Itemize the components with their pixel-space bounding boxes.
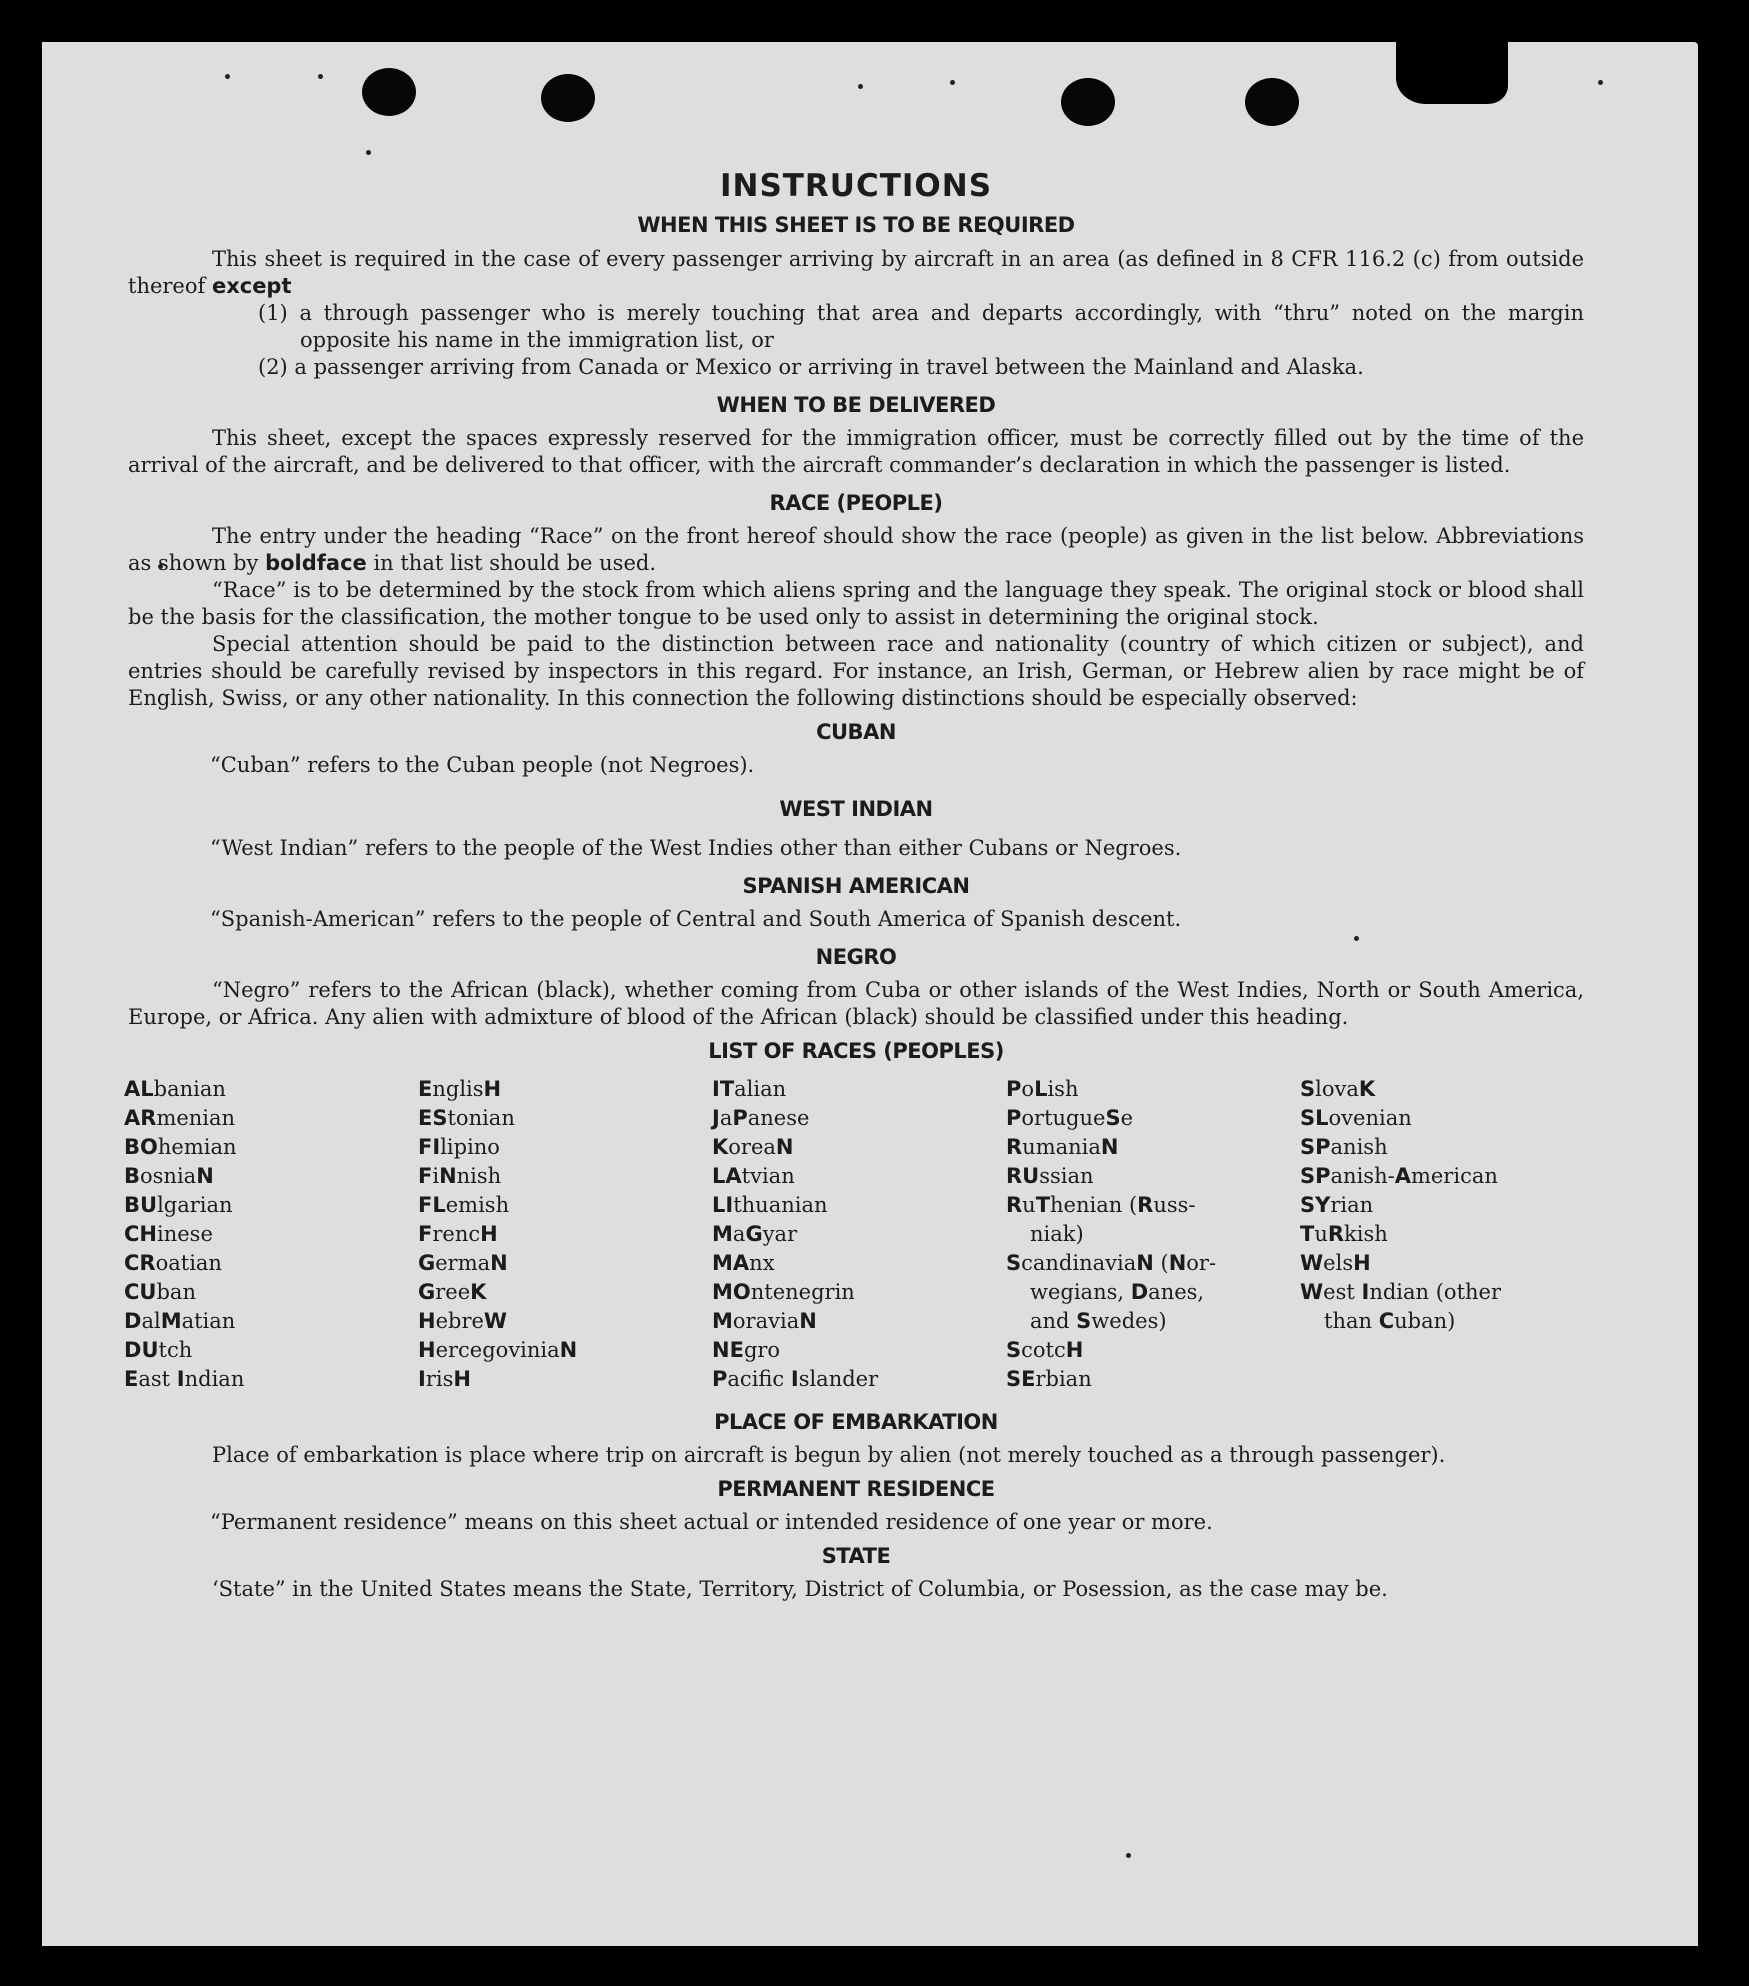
race-entry: EnglisH xyxy=(418,1077,502,1101)
race-entry: RuThenian (Russ- xyxy=(1006,1193,1196,1217)
speck xyxy=(1598,80,1603,85)
race-entry: PortugueSe xyxy=(1006,1106,1134,1130)
race-entry: ScotcH xyxy=(1006,1338,1084,1362)
race-entry: SLovenian xyxy=(1300,1106,1412,1130)
section-heading-state: STATE xyxy=(821,1544,891,1568)
races-list xyxy=(124,1075,1584,1394)
race-entry: SErbian xyxy=(1006,1367,1092,1391)
residence-text: “Permanent residence” means on this sheet actual or intended residence of one year or more. xyxy=(210,1510,1213,1534)
race-entry: GreeK xyxy=(418,1280,487,1304)
race-entry: FLemish xyxy=(418,1193,510,1217)
race-entry: East Indian xyxy=(124,1367,245,1391)
race-paragraph-3: Special attention should be paid to the distinction between race and nationality (country of which citizen or subject), and entries should be carefully revised by inspectors in this regard. For instance, an Irish, German, or Hebrew alien by race might be of English, Swiss, or any other nationality. In this connection the following distinctions should be especially observed: xyxy=(128,632,1584,710)
race-p1-text-b: in that list should be used. xyxy=(366,551,656,575)
section-heading-residence: PERMANENT RESIDENCE xyxy=(717,1477,995,1501)
section-heading-races-list: LIST OF RACES (PEOPLES) xyxy=(708,1039,1004,1063)
section-heading-negro: NEGRO xyxy=(815,945,897,969)
race-entry: FIlipino xyxy=(418,1135,500,1159)
race-entry: NEgro xyxy=(712,1338,781,1362)
race-entry: West Indian (other xyxy=(1300,1280,1501,1304)
race-entry: LAtvian xyxy=(712,1164,795,1188)
speck xyxy=(366,150,371,155)
race-entry: LIthuanian xyxy=(712,1193,828,1217)
torn-corner xyxy=(1396,38,1508,104)
race-p1-text-a: The entry under the heading “Race” on the front hereof should show the race (people) as given in the list below. Abbreviations as shown by xyxy=(128,524,1584,575)
punch-hole xyxy=(1245,78,1299,126)
race-entry: MaGyar xyxy=(712,1222,798,1246)
speck xyxy=(1126,1853,1131,1858)
race-entry: MoraviaN xyxy=(712,1309,817,1333)
race-entry: BUlgarian xyxy=(124,1193,233,1217)
race-entry: FiNnish xyxy=(418,1164,502,1188)
required-item-1: (1) a through passenger who is merely touching that area and departs accordingly, with “thru” noted on the margin opposite his name in the immigration list, or xyxy=(258,301,1584,352)
delivered-text: This sheet, except the spaces expressly reserved for the immigration officer, must be correctly filled out by the time of the arrival of the aircraft, and be delivered to that officer, with the aircraft commander’s declaration in which the passenger is listed. xyxy=(128,426,1584,477)
west-indian-text: “West Indian” refers to the people of the West Indies other than either Cubans or Negroes. xyxy=(210,836,1182,860)
cuban-text: “Cuban” refers to the Cuban people (not Negroes). xyxy=(210,753,755,777)
race-entry: DalMatian xyxy=(124,1309,236,1333)
race-entry: HebreW xyxy=(418,1309,508,1333)
section-heading-spanish-american: SPANISH AMERICAN xyxy=(742,874,970,898)
race-entry: RUssian xyxy=(1006,1164,1094,1188)
page-title: INSTRUCTIONS xyxy=(719,168,993,204)
race-column xyxy=(124,1075,418,1394)
race-entry: SYrian xyxy=(1300,1193,1374,1217)
section-heading-cuban: CUBAN xyxy=(816,720,896,744)
speck xyxy=(858,84,863,89)
race-entry: FrencH xyxy=(418,1222,498,1246)
required-intro xyxy=(128,246,1584,300)
speck xyxy=(225,74,230,79)
race-entry: EStonian xyxy=(418,1106,515,1130)
required-item-2: (2) a passenger arriving from Canada or Mexico or arriving in travel between the Mainland and Alaska. xyxy=(258,355,1364,379)
race-entry: CRoatian xyxy=(124,1251,222,1275)
race-entry: ScandinaviaN (Nor- xyxy=(1006,1251,1217,1275)
spanish-american-text: “Spanish-American” refers to the people of Central and South America of Spanish descent. xyxy=(210,907,1182,931)
race-entry: Pacific Islander xyxy=(712,1367,879,1391)
required-intro-text: This sheet is required in the case of every passenger arriving by aircraft in an area (as defined in 8 CFR 116.2 (c) from outside thereof xyxy=(128,247,1584,298)
section-heading-required: WHEN THIS SHEET IS TO BE REQUIRED xyxy=(637,213,1075,237)
race-entry: ARmenian xyxy=(124,1106,236,1130)
race-column xyxy=(712,1075,1006,1394)
race-entry: BosniaN xyxy=(124,1164,214,1188)
race-entry: CUban xyxy=(124,1280,196,1304)
race-entry: MAnx xyxy=(712,1251,775,1275)
race-entry: RumaniaN xyxy=(1006,1135,1119,1159)
race-entry: KoreaN xyxy=(712,1135,794,1159)
race-entry: TuRkish xyxy=(1300,1222,1388,1246)
race-p1-boldface: boldface xyxy=(265,551,367,575)
section-heading-race: RACE (PEOPLE) xyxy=(769,491,943,515)
required-intro-except: except xyxy=(211,274,292,298)
negro-text: “Negro” refers to the African (black), whether coming from Cuba or other islands of the West Indies, North or South America, Europe, or Africa. Any alien with admixture of blood of the African (black) should be classified under this heading. xyxy=(128,978,1584,1029)
race-column xyxy=(418,1075,712,1394)
race-entry: SlovaK xyxy=(1300,1077,1376,1101)
race-column xyxy=(1300,1075,1580,1394)
race-entry: and Swedes) xyxy=(1030,1309,1167,1333)
race-entry: WelsH xyxy=(1300,1251,1371,1275)
embarkation-text: Place of embarkation is place where trip on aircraft is begun by alien (not merely touched as a through passenger). xyxy=(212,1443,1446,1467)
race-entry: PoLish xyxy=(1006,1077,1079,1101)
section-heading-embarkation: PLACE OF EMBARKATION xyxy=(714,1410,998,1434)
race-entry: JaPanese xyxy=(712,1106,810,1130)
section-heading-west-indian: WEST INDIAN xyxy=(779,797,933,821)
race-entry: GermaN xyxy=(418,1251,508,1275)
race-entry: niak) xyxy=(1030,1222,1084,1246)
race-entry: SPanish xyxy=(1300,1135,1388,1159)
race-entry: BOhemian xyxy=(124,1135,237,1159)
race-entry: DUtch xyxy=(124,1338,193,1362)
race-entry: wegians, Danes, xyxy=(1030,1280,1205,1304)
race-entry: ALbanian xyxy=(124,1077,226,1101)
race-paragraph-1 xyxy=(128,523,1584,577)
race-entry: MOntenegrin xyxy=(712,1280,855,1304)
punch-hole xyxy=(541,74,595,122)
race-paragraph-2: “Race” is to be determined by the stock from which aliens spring and the language they speak. The original stock or blood shall be the basis for the classification, the mother tongue to be used only to assist in determining the original stock. xyxy=(128,578,1584,629)
race-column xyxy=(1006,1075,1300,1394)
race-entry: SPanish-American xyxy=(1300,1164,1498,1188)
race-entry: HercegoviniaN xyxy=(418,1338,578,1362)
instructions-content xyxy=(124,162,1584,1603)
punch-hole xyxy=(362,68,416,116)
race-entry: than Cuban) xyxy=(1324,1309,1456,1333)
race-entry: CHinese xyxy=(124,1222,213,1246)
speck xyxy=(950,80,955,85)
punch-hole xyxy=(1061,78,1115,126)
race-entry: ITalian xyxy=(712,1077,787,1101)
speck xyxy=(318,74,323,79)
section-heading-delivered: WHEN TO BE DELIVERED xyxy=(716,393,996,417)
race-entry: IrisH xyxy=(418,1367,471,1391)
state-text: ‘State” in the United States means the State, Territory, District of Columbia, or Posession, as the case may be. xyxy=(212,1577,1388,1601)
